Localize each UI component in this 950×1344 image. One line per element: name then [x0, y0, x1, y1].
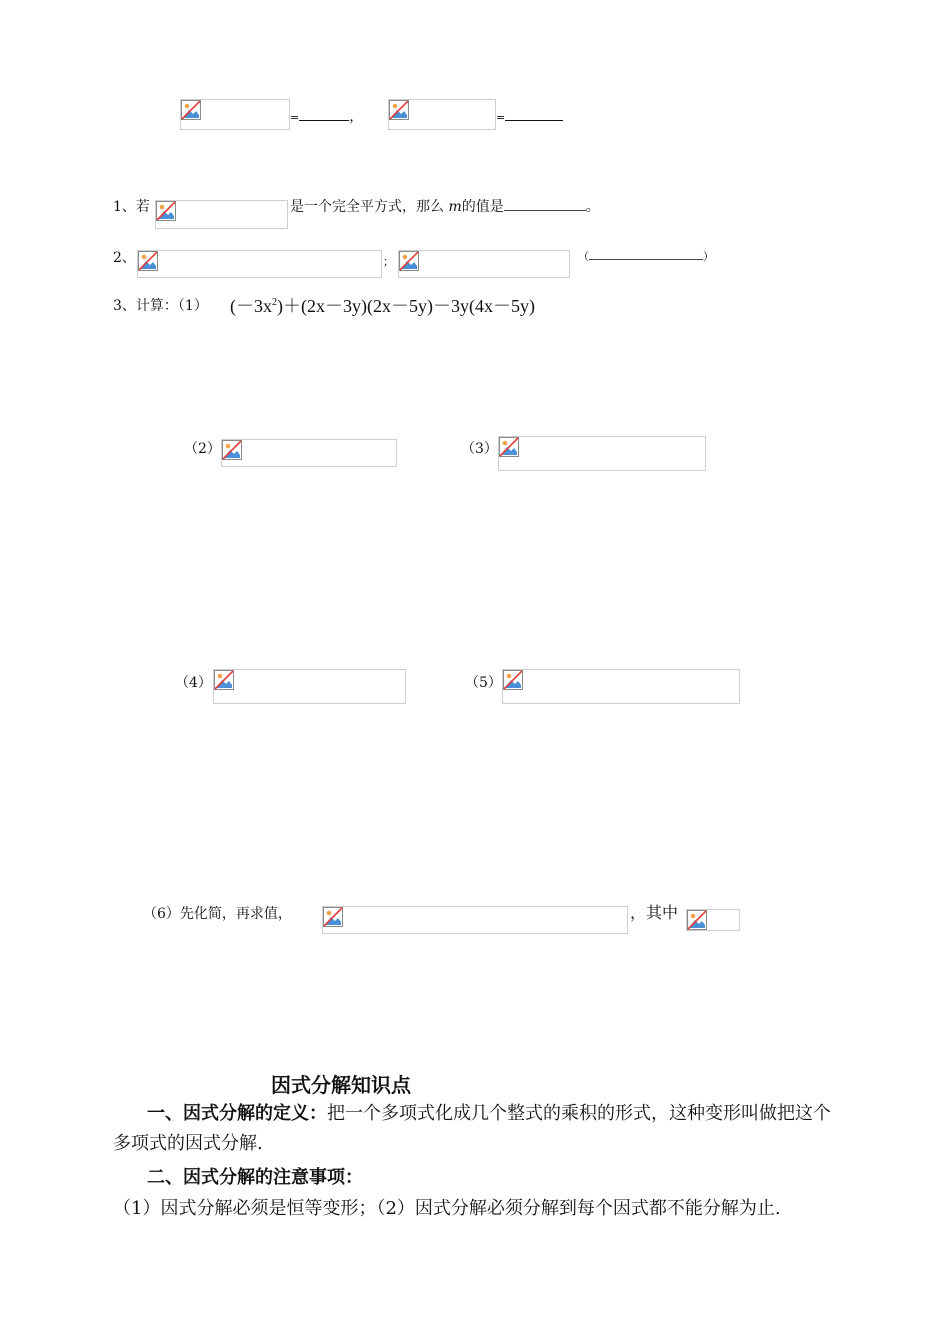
- broken-image-icon: [138, 251, 158, 271]
- top-row-blank-1: [290, 106, 363, 126]
- formula-image: [155, 200, 288, 229]
- broken-image-icon: [156, 201, 176, 221]
- broken-image-icon: [687, 910, 707, 930]
- formula-image: [213, 669, 406, 704]
- broken-image-icon: [389, 100, 409, 120]
- notes-heading: 二、因式分解的注意事项：: [147, 1167, 363, 1188]
- q1-text: [290, 196, 600, 216]
- q3-where: ，其中: [630, 903, 679, 922]
- formula-image: [221, 439, 397, 467]
- broken-image-icon: [323, 907, 343, 927]
- expr-part-2: )＋(2x－3y)(2x－5y)－3y(4x－5y): [277, 296, 535, 316]
- q1-end: 。: [585, 199, 600, 215]
- q2-prefix: 2、: [113, 250, 136, 266]
- q3-label-5: （5）: [465, 675, 502, 691]
- top-row-blank-2: [496, 106, 563, 125]
- q3-prefix: 3、计算：（1）: [113, 298, 208, 314]
- broken-image-icon: [503, 670, 523, 690]
- paren-open: （: [578, 250, 589, 263]
- q2-answer-paren: [578, 247, 714, 264]
- formula-image: [686, 909, 740, 931]
- comma: ，: [349, 109, 364, 125]
- formula-image: [137, 250, 382, 278]
- variable-m: m: [448, 199, 462, 215]
- q1-suffix: 的值是: [461, 199, 504, 215]
- formula-image: [498, 436, 706, 471]
- broken-image-icon: [181, 100, 201, 120]
- q1-prefix: 1、若: [113, 199, 150, 215]
- answer-blank: [589, 247, 703, 260]
- section-title: 因式分解知识点: [271, 1073, 411, 1097]
- formula-image: [398, 250, 570, 278]
- q3-label-4: （4）: [175, 675, 212, 691]
- broken-image-icon: [214, 670, 234, 690]
- equals-sign: =: [290, 111, 300, 124]
- answer-blank: [505, 106, 563, 121]
- formula-image: [388, 99, 496, 130]
- q3-label-3: （3）: [461, 441, 498, 457]
- formula-image: [180, 99, 290, 130]
- definition-text: 把一个多项式化成几个整式的乘积的形式，这种变形叫做把这个多项式的因式分解.: [113, 1103, 831, 1154]
- paren-close: ）: [703, 250, 714, 263]
- formula-image: [322, 906, 628, 934]
- q3-label-6: （6）先化简，再求值，: [143, 906, 292, 922]
- definition-paragraph: [113, 1099, 848, 1159]
- broken-image-icon: [222, 440, 242, 460]
- broken-image-icon: [499, 437, 519, 457]
- expr-exponent: 2: [272, 297, 277, 308]
- answer-blank: [299, 106, 349, 121]
- formula-image: [502, 669, 740, 704]
- q1-middle-text: 是一个完全平方式，那么: [290, 199, 444, 215]
- notes-text: （1）因式分解必须是恒等变形；（2）因式分解必须分解到每个因式都不能分解为止.: [113, 1198, 781, 1219]
- q3-label-2: （2）: [184, 441, 221, 457]
- answer-blank: [504, 198, 586, 211]
- q2-semicolon: ；: [383, 255, 394, 268]
- broken-image-icon: [399, 251, 419, 271]
- q3-expression: [230, 292, 535, 318]
- definition-heading: 一、因式分解的定义：: [147, 1103, 327, 1124]
- expr-part-1: (－3x: [230, 296, 272, 316]
- equals-sign: =: [496, 111, 506, 124]
